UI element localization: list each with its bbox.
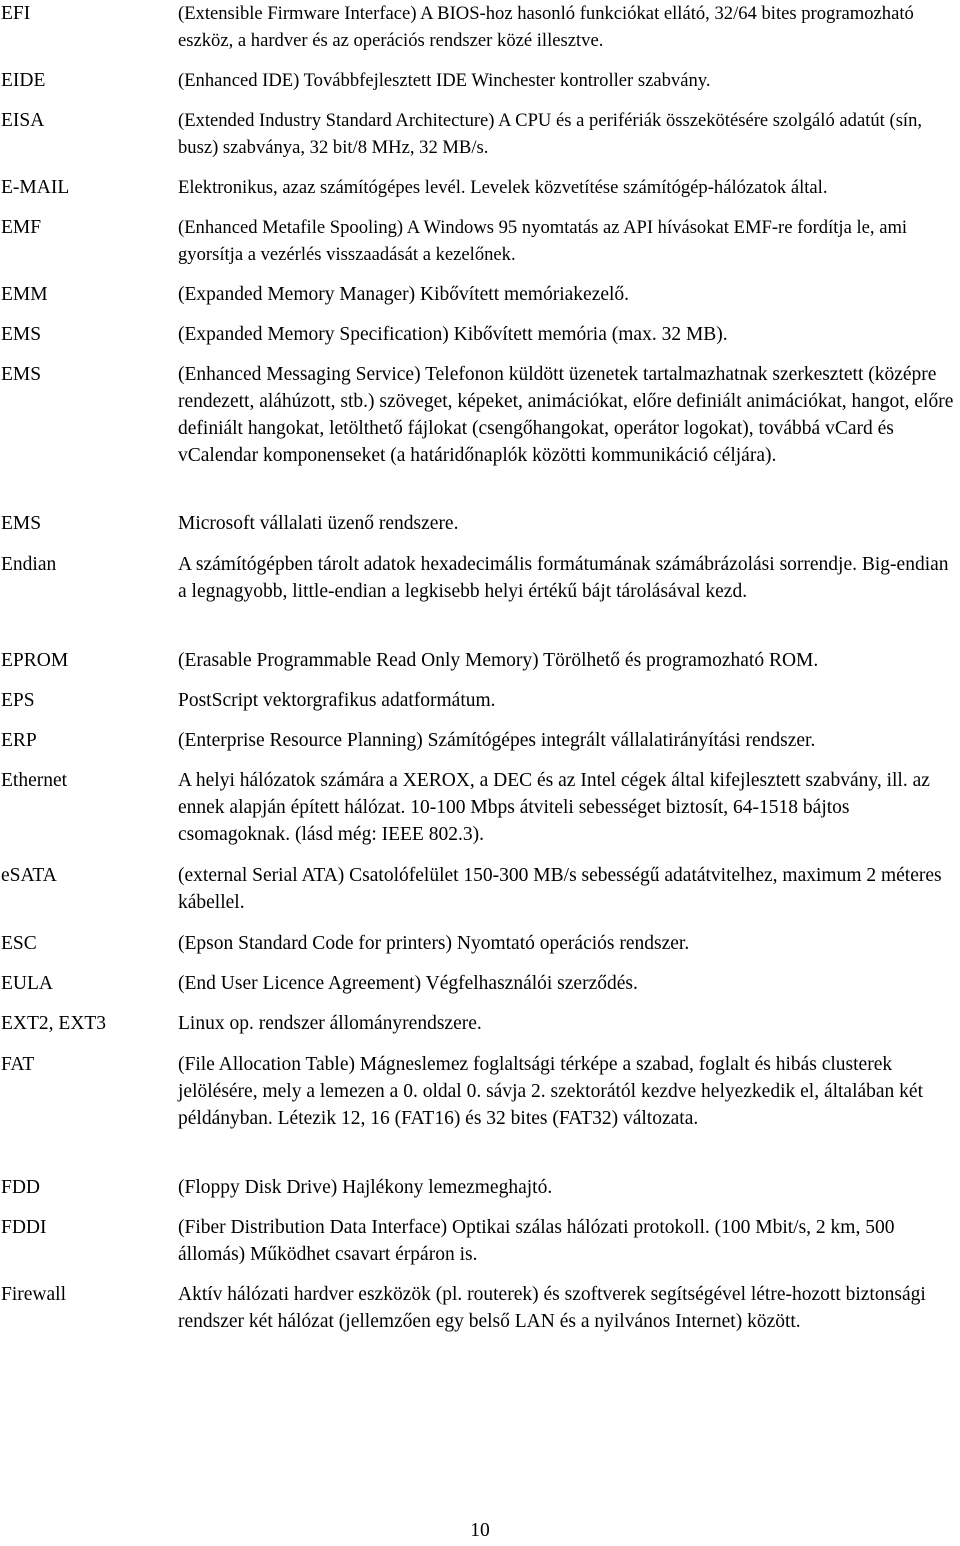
page-number: 10: [470, 1520, 490, 1541]
entry-term: Ethernet: [1, 770, 68, 791]
entry-definition: A számítógépben tárolt adatok hexadecimális formátumának számábrázolási sorrendje. Big-endian a legnagyobb, little-endian a legkisebb helyi értékű bájt tárolásával kezd.: [178, 554, 949, 602]
entry-term: ESC: [1, 933, 37, 954]
entry-definition: (Enterprise Resource Planning) Számítógépes integrált vállalatirányítási rendszer.: [178, 730, 816, 751]
entry-term: EMS: [1, 513, 42, 534]
entry-definition: Microsoft vállalati üzenő rendszere.: [178, 513, 459, 534]
entry-term: EMM: [1, 284, 48, 305]
entry-definition: (Extended Industry Standard Architecture) A CPU és a perifériák összekötésére szolgáló adatút (sín, busz) szabványa, 32 bit/8 MHz, 32 MB/s.: [178, 110, 923, 158]
entry-term: E-MAIL: [1, 177, 70, 198]
entry-definition: (End User Licence Agreement) Végfelhasználói szerződés.: [178, 973, 638, 994]
entry-definition: Aktív hálózati hardver eszközök (pl. routerek) és szoftverek segítségével létre-hozott biztonsági rendszer két hálózat (jellemzően egy belső LAN és a nyilvános Internet) között.: [178, 1284, 926, 1332]
entry-definition: (Epson Standard Code for printers) Nyomtató operációs rendszer.: [178, 933, 690, 954]
entry-definition: Linux op. rendszer állományrendszere.: [178, 1013, 482, 1034]
entry-term: EMF: [1, 217, 42, 238]
entry-term: EULA: [1, 973, 53, 994]
entry-definition: (Fiber Distribution Data Interface) Optikai szálas hálózati protokoll. (100 Mbit/s, 2 km, 500 állomás) Működhet csavart érpáron is.: [178, 1217, 895, 1265]
entry-term: FDDI: [1, 1217, 47, 1238]
entry-definition: Elektronikus, azaz számítógépes levél. Levelek közvetítése számítógép-hálózatok által.: [178, 177, 828, 198]
entry-term: EXT2, EXT3: [1, 1013, 107, 1034]
entry-term: EPS: [1, 690, 35, 711]
entry-definition: (Floppy Disk Drive) Hajlékony lemezmeghajtó.: [178, 1177, 553, 1198]
entry-term: EISA: [1, 110, 45, 131]
entry-term: Endian: [1, 554, 57, 575]
entry-definition: (Expanded Memory Specification) Kibővített memória (max. 32 MB).: [178, 324, 728, 345]
entry-definition: (Erasable Programmable Read Only Memory) Törölhető és programozható ROM.: [178, 650, 819, 671]
entry-term: EPROM: [1, 650, 69, 671]
entry-term: FDD: [1, 1177, 41, 1198]
entry-term: EMS: [1, 324, 42, 345]
entry-term: eSATA: [1, 865, 57, 886]
entry-term: EIDE: [1, 70, 46, 91]
entry-definition: A helyi hálózatok számára a XEROX, a DEC és az Intel cégek által kifejlesztett szabvány, ill. az ennek alapján épített hálózat. 10-100 Mbps átviteli sebességet biztosít, 64-1518 bájtos csomagoknak. (lásd még: IEEE 802.3).: [178, 770, 930, 845]
entry-definition: (Expanded Memory Manager) Kibővített memóriakezelő.: [178, 284, 630, 305]
entry-term: EFI: [1, 3, 31, 24]
entry-definition: (Enhanced Messaging Service) Telefonon küldött üzenetek tartalmazhatnak szerkesztett (középre rendezett, aláhúzott, stb.) szöveget, képeket, animációkat, előre definiált animációkat, hangot, előre definiált hangokat, letölthető fájlokat (csengőhangokat, operátor logokat), továbbá vCard és vCalendar komponenseket (a határidőnaplók közötti kommunikáció céljára).: [178, 364, 954, 466]
entry-definition: (Extensible Firmware Interface) A BIOS-hoz hasonló funkciókat ellátó, 32/64 bites programozható eszköz, a hardver és az operációs rendszer közé illesztve.: [178, 3, 914, 51]
entry-definition: PostScript vektorgrafikus adatformátum.: [178, 690, 496, 711]
entry-term: FAT: [1, 1054, 35, 1075]
entry-term: EMS: [1, 364, 42, 385]
entry-definition: (external Serial ATA) Csatolófelület 150-300 MB/s sebességű adatátvitelhez, maximum 2 méteres kábellel.: [178, 865, 942, 913]
entry-definition: (File Allocation Table) Mágneslemez foglaltsági térképe a szabad, foglalt és hibás clusterek jelölésére, mely a lemezen a 0. oldal 0. sávja 2. szektorától kezdve helyezkedik el, általában két példányban. Létezik 12, 16 (FAT16) és 32 bites (FAT32) változata.: [178, 1054, 924, 1129]
entry-definition: (Enhanced Metafile Spooling) A Windows 95 nyomtatás az API hívásokat EMF-re fordítja le, ami gyorsítja a vezérlés visszaadását a kezelőnek.: [178, 217, 908, 265]
entry-term: Firewall: [1, 1284, 66, 1305]
entry-term: ERP: [1, 730, 37, 751]
entry-definition: (Enhanced IDE) Továbbfejlesztett IDE Winchester kontroller szabvány.: [178, 70, 711, 91]
